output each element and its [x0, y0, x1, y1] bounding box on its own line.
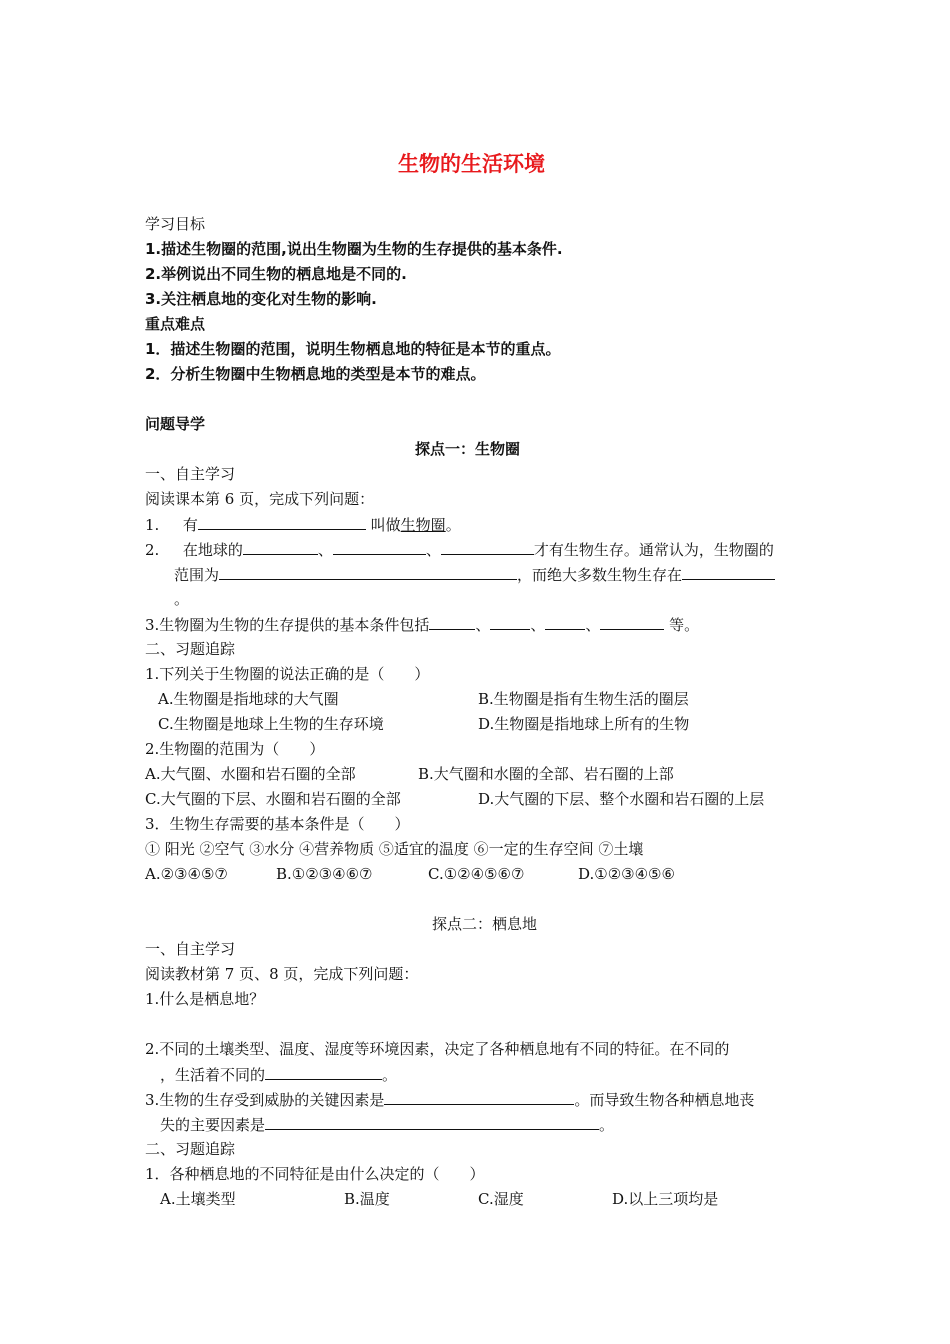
keypoint-item: 2．分析生物圈中生物栖息地的类型是本节的难点。 [145, 365, 486, 383]
term-biosphere: 生物圈 [400, 516, 446, 534]
mc3-conditions: ① 阳光 ②空气 ③水分 ④营养物质 ⑤适宜的温度 ⑥一定的生存空间 ⑦土壤 [145, 840, 644, 858]
keypoints-heading: 重点难点 [145, 315, 206, 333]
mc1-option-b[interactable]: B.生物圈是指有生物生活的圈层 [478, 690, 689, 708]
mc1-stem: 1.下列关于生物圈的说法正确的是（ ） [145, 665, 430, 683]
part2-question-3-line2: 失的主要因素是 。 [160, 1116, 615, 1134]
objective-item: 1.描述生物圈的范围,说出生物圈为生物的生存提供的基本条件. [145, 240, 563, 258]
part2-mc1-option-c[interactable]: C.湿度 [478, 1190, 524, 1208]
mc3-option-a[interactable]: A.②③④⑤⑦ [145, 865, 228, 883]
mc2-stem: 2.生物圈的范围为（ ） [145, 740, 325, 758]
answer-blank[interactable] [490, 614, 530, 630]
part2-heading: 探点二：栖息地 [432, 915, 538, 933]
answer-blank[interactable] [441, 539, 534, 555]
answer-blank[interactable] [545, 614, 585, 630]
mc3-stem: 3．生物生存需要的基本条件是（ ） [145, 815, 410, 833]
part1-practice-heading: 二、习题追踪 [145, 640, 236, 658]
mc3-option-b[interactable]: B.①②③④⑥⑦ [276, 865, 373, 883]
answer-blank[interactable] [243, 539, 318, 555]
mc3-option-d[interactable]: D.①②③④⑤⑥ [578, 865, 675, 883]
part2-question-2-line2: ，生活着不同的 。 [160, 1066, 398, 1084]
part1-question-2: 2. 在地球的 、 、 才有生物生存。通常认为，生物圈的 [145, 541, 774, 559]
mc2-option-c[interactable]: C.大气圈的下层、水圈和岩石圈的全部 [145, 790, 401, 808]
answer-blank[interactable] [265, 1114, 599, 1130]
part1-self-study-heading: 一、自主学习 [145, 465, 236, 483]
objective-item: 2.举例说出不同生物的栖息地是不同的. [145, 265, 407, 283]
answer-blank[interactable] [333, 539, 426, 555]
part2-mc1-option-d[interactable]: D.以上三项均是 [612, 1190, 719, 1208]
part1-question-1: 1. 有 叫做生物圈。 [145, 516, 461, 534]
question-number: 2. [145, 541, 160, 559]
part1-question-3: 3.生物圈为生物的生存提供的基本条件包括 、 、 、 等。 [145, 616, 700, 634]
part2-self-study-heading: 一、自主学习 [145, 940, 236, 958]
answer-blank[interactable] [198, 514, 366, 530]
guide-heading: 问题导学 [145, 415, 206, 433]
part2-mc1-stem: 1．各种栖息地的不同特征是由什么决定的（ ） [145, 1165, 485, 1183]
mc3-option-c[interactable]: C.①②④⑤⑥⑦ [428, 865, 525, 883]
question-number: 1. [145, 516, 160, 534]
answer-blank[interactable] [265, 1064, 382, 1080]
mc1-option-a[interactable]: A.生物圈是指地球的大气圈 [158, 690, 339, 708]
page-title: 生物的生活环境 [398, 152, 545, 176]
objective-item: 3.关注栖息地的变化对生物的影响. [145, 290, 377, 308]
mc1-option-d[interactable]: D.生物圈是指地球上所有的生物 [478, 715, 690, 733]
part2-question-3: 3.生物的生存受到威胁的关键因素是 。而导致生物各种栖息地丧 [145, 1091, 755, 1109]
mc2-option-b[interactable]: B.大气圈和水圈的全部、岩石圈的上部 [418, 765, 674, 783]
part2-question-2: 2.不同的土壤类型、温度、湿度等环境因素，决定了各种栖息地有不同的特征。在不同的 [145, 1040, 730, 1058]
part1-question-2-line2: 范围为 ，而绝大多数生物生存在 [174, 564, 775, 585]
part1-heading: 探点一：生物圈 [415, 440, 521, 458]
answer-blank[interactable] [682, 564, 775, 580]
part2-mc1-option-b[interactable]: B.温度 [344, 1190, 390, 1208]
objectives-heading: 学习目标 [145, 215, 206, 233]
part2-practice-heading: 二、习题追踪 [145, 1140, 236, 1158]
mc1-option-c[interactable]: C.生物圈是地球上生物的生存环境 [158, 715, 384, 733]
answer-blank[interactable] [429, 614, 475, 630]
part2-mc1-option-a[interactable]: A.土壤类型 [160, 1190, 236, 1208]
mc2-option-a[interactable]: A.大气圈、水圈和岩石圈的全部 [145, 765, 356, 783]
part1-reading-instruction: 阅读课本第 6 页，完成下列问题： [145, 490, 375, 508]
part1-question-2-line3: 。 [174, 590, 190, 608]
answer-blank[interactable] [600, 614, 664, 630]
part2-reading-instruction: 阅读教材第 7 页、8 页，完成下列问题： [145, 965, 419, 983]
part2-question-1: 1.什么是栖息地？ [145, 990, 265, 1008]
answer-blank[interactable] [384, 1089, 574, 1105]
answer-blank[interactable] [219, 564, 517, 580]
keypoint-item: 1．描述生物圈的范围，说明生物栖息地的特征是本节的重点。 [145, 340, 561, 358]
mc2-option-d[interactable]: D.大气圈的下层、整个水圈和岩石圈的上层 [478, 790, 765, 808]
question-text: 有 [182, 516, 198, 534]
